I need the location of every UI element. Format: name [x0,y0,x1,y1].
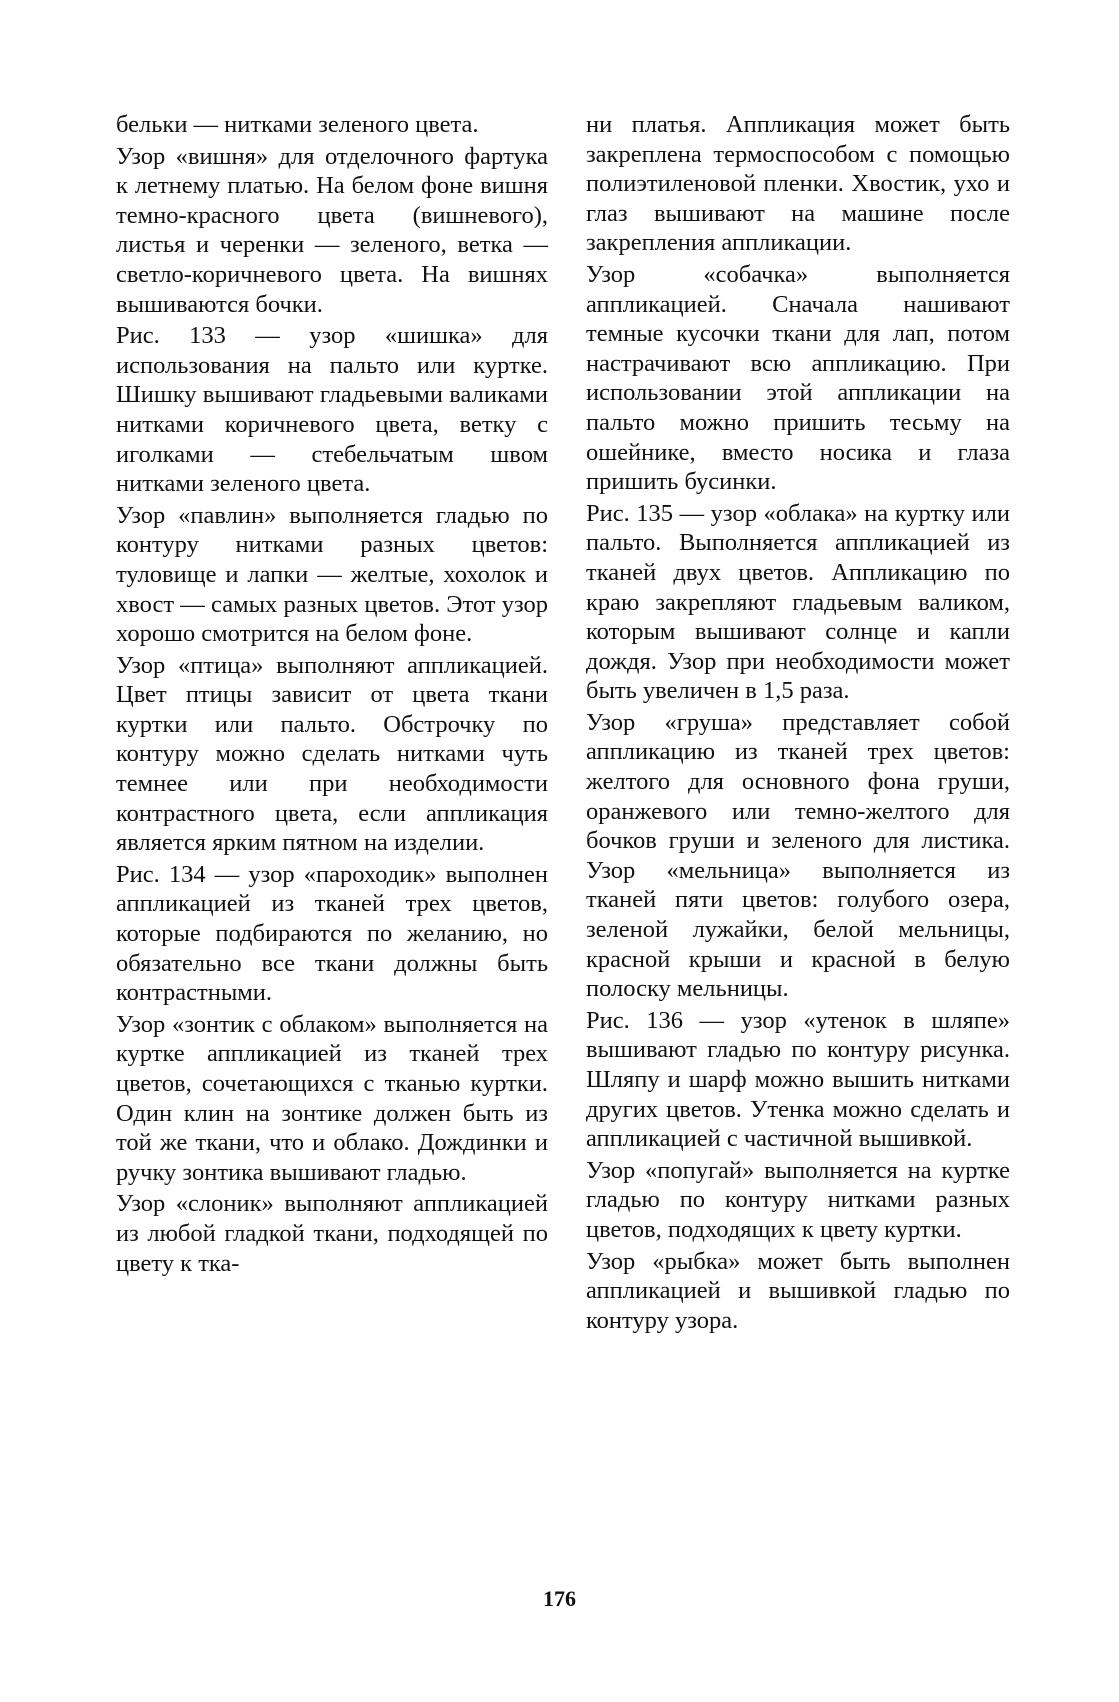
right-text-column [586,110,1010,1337]
paragraph: Узор «собачка» выполняется аппликацией. Сначала нашивают темные кусочки ткани для лап, потом настрачивают всю аппликацию. При использовании этой аппликации на пальто можно пришить тесьму на ошейнике, вместо носика и глаза пришить бусинки. [586,260,1010,496]
paragraph: Узор «рыбка» может быть выполнен аппликацией и вышивкой гладью по контуру узора. [586,1247,1010,1334]
paragraph: Узор «слоник» выполняют аппликацией из любой гладкой ткани, подходящей по цвету к тка- [116,1190,548,1277]
paragraph: Узор «павлин» выполняется гладью по контуру нитками разных цветов: туловище и лапки — желтые, хохолок и хвост — самых разных цветов. Этот узор хорошо смотрится на белом фоне. [116,501,548,648]
paragraph: Рис. 136 — узор «утенок в шляпе» вышивают гладью по контуру рисунка. Шляпу и шарф можно вышить нитками других цветов. Утенка можно сделать и аппликацией с частичной вышивкой. [586,1006,1010,1153]
paragraph: Рис. 135 — узор «облака» на куртку или пальто. Выполняется аппликацией из тканей двух цветов. Аппликацию по краю закрепляют гладьевым валиком, которым вышивают солнце и капли дождя. Узор при необходимости может быть увеличен в 1,5 раза. [586,499,1010,705]
paragraph: ни платья. Аппликация может быть закреплена термоспособом с помощью полиэтиленовой пленки. Хвостик, ухо и глаз вышивают на машине после закрепления аппликации. [586,111,1010,257]
paragraph: Узор «груша» представляет собой аппликацию из тканей трех цветов: желтого для основного фона груши, оранжевого или темно-желтого для бочков груши и зеленого для листика. Узор «мельница» выполняется из тканей пяти цветов: голубого озера, зеленой лужайки, белой мельницы, красной крыши и красной в белую полоску мельницы. [586,708,1010,1003]
paragraph: Узор «птица» выполняют аппликацией. Цвет птицы зависит от цвета ткани куртки или пальто. Обстрочку по контуру можно сделать нитками чуть темнее или при необходимости контрастного цвета, если аппликация является ярким пятном на изделии. [116,651,548,857]
page-number: 176 [543,1586,576,1611]
paragraph: Рис. 134 — узор «пароходик» выполнен аппликацией из тканей трех цветов, которые подбираются по желанию, но обязательно все ткани должны быть контрастными. [116,860,548,1007]
left-text-column [116,110,548,1280]
paragraph: Узор «попугай» выполняется на куртке гладью по контуру нитками разных цветов, подходящих к цвету куртки. [586,1156,1010,1243]
paragraph: Узор «зонтик с облаком» выполняется на куртке аппликацией из тканей трех цветов, сочетающихся с тканью куртки. Один клин на зонтике должен быть из той же ткани, что и облако. Дождинки и ручку зонтика вышивают гладью. [116,1010,548,1186]
paragraph: Рис. 133 — узор «шишка» для использования на пальто или куртке. Шишку вышивают гладьевыми валиками нитками коричневого цвета, ветку с иголками — стебельчатым швом нитками зеленого цвета. [116,322,548,498]
paragraph: бельки — нитками зеленого цвета. [116,111,479,138]
paragraph: Узор «вишня» для отделочного фартука к летнему платью. На белом фоне вишня темно-красного цвета (вишневого), листья и черенки — зеленого, ветка — светло-коричневого цвета. На вишнях вышиваются бочки. [116,142,548,318]
